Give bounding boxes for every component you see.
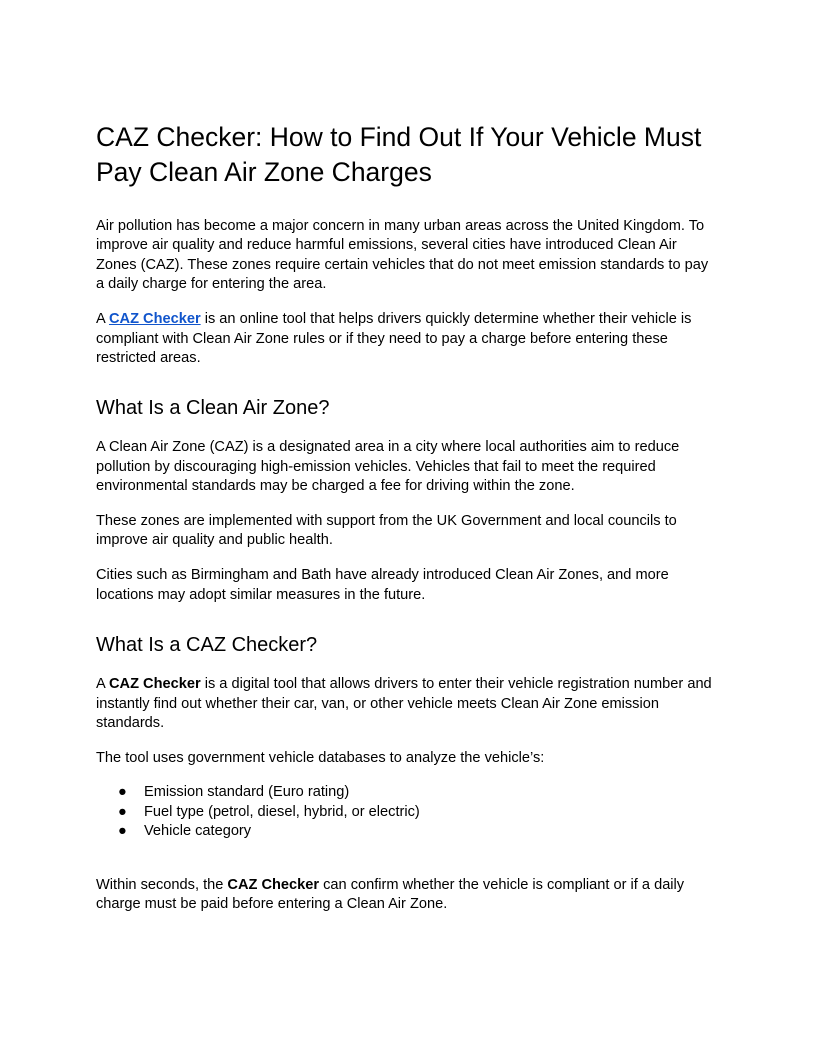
- section2-paragraph-3: [96, 876, 720, 915]
- section1-paragraph-2: These zones are implemented with support from the UK Government and local councils to improve air quality and public health.: [96, 513, 677, 549]
- section2-p1-prefix: A: [96, 676, 109, 693]
- intro-paragraph-1: Air pollution has become a major concern in many urban areas across the United Kingdom. To improve air quality and reduce harmful emissions, several cities have introduced Clean Air Zones (CAZ). These zones require certain vehicles that do not meet emission standards to pay a daily charge for entering the area.: [96, 218, 709, 293]
- intro-p2-prefix: A: [96, 311, 109, 328]
- bullet-icon: ●: [118, 803, 127, 820]
- list-item: [96, 822, 720, 841]
- section2-paragraph-1: [96, 675, 720, 733]
- list-item-text: Emission standard (Euro rating): [144, 784, 350, 801]
- document-title: CAZ Checker: How to Find Out If Your Vehicle Must Pay Clean Air Zone Charges: [96, 122, 702, 187]
- section-heading-clean-air-zone: What Is a Clean Air Zone?: [96, 397, 330, 420]
- bullet-icon: ●: [118, 823, 127, 840]
- list-item: [96, 783, 720, 802]
- vehicle-attributes-list: [96, 783, 720, 841]
- caz-checker-bold: CAZ Checker: [108, 676, 201, 693]
- document-page: [96, 120, 720, 930]
- intro-p2-suffix: is an online tool that helps drivers quickly determine whether their vehicle is compliant with Clean Air Zone rules or if they need to pay a charge before entering these restricted areas.: [96, 311, 692, 366]
- caz-checker-bold-2: CAZ Checker: [227, 876, 320, 893]
- caz-checker-link[interactable]: CAZ Checker: [108, 311, 201, 328]
- intro-paragraph-2: [96, 310, 720, 368]
- list-spacer: [96, 842, 720, 876]
- list-item-text: Fuel type (petrol, diesel, hybrid, or electric): [144, 803, 420, 820]
- section2-paragraph-2: The tool uses government vehicle databases to analyze the vehicle’s:: [96, 749, 545, 766]
- section2-p3-prefix: Within seconds, the: [96, 876, 228, 893]
- section2-p3-suffix: can confirm whether the vehicle is compliant or if a daily charge must be paid before entering a Clean Air Zone.: [96, 876, 685, 912]
- bullet-icon: ●: [118, 784, 127, 801]
- list-item-text: Vehicle category: [144, 823, 252, 840]
- section1-paragraph-1: A Clean Air Zone (CAZ) is a designated area in a city where local authorities aim to reduce pollution by discouraging high-emission vehicles. Vehicles that fail to meet the required environmental standards may be charged a fee for driving within the zone.: [96, 439, 680, 495]
- section-heading-caz-checker: What Is a CAZ Checker?: [96, 634, 318, 657]
- list-item: [96, 803, 720, 822]
- section2-p1-suffix: is a digital tool that allows drivers to enter their vehicle registration number and instantly find out whether their car, van, or other vehicle meets Clean Air Zone emission standards.: [96, 676, 712, 731]
- section1-paragraph-3: Cities such as Birmingham and Bath have already introduced Clean Air Zones, and more locations may adopt similar measures in the future.: [96, 567, 669, 603]
